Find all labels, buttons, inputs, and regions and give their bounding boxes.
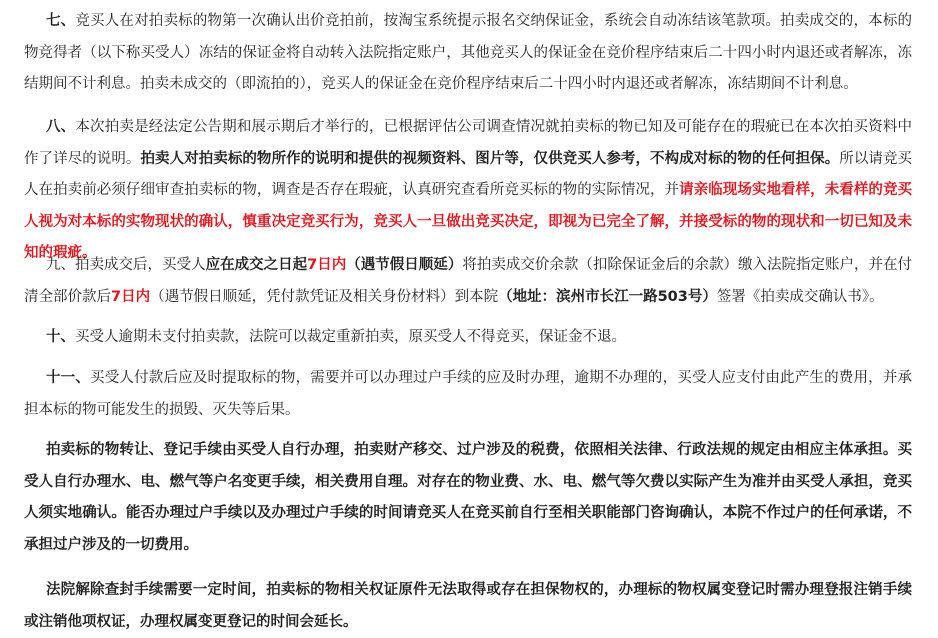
clause-9-text-1: 九、拍卖成交后，买受人 — [46, 257, 206, 273]
clause-9-red-deadline-1: 7日内 — [307, 257, 347, 273]
clause-8-red-warning: 请亲临现场实地看样，未看样的竞买人视为对本标的实物现状的确认，慎重决定竞买行为，竞买人一旦做出竞买决定，即视为已完全了解，并接受标的物的现状和一切已知及未知的瑕疵。 — [24, 182, 912, 261]
clause-8-text-2: 所以请竞买人在拍卖前必须仔细审查拍卖标的物，调查是否存在瑕疵，认真研究查看所竞买标的物的实际情况，并 — [24, 150, 912, 198]
clause-8-bold-text: 拍卖人对拍卖标的物所作的说明和提供的视频资料、图片等，仅供竞买人参考，不构成对标的物的任何担保。 — [140, 150, 840, 167]
clause-8-number: 八、 — [46, 119, 76, 135]
clause-9-bold-1: 应在成交之日起 — [205, 257, 308, 273]
clause-9-text-3: （遇节假日顺延，凭付款凭证及相关身份材料）到本院 — [150, 288, 499, 305]
clause-9 — [24, 250, 912, 313]
clause-9-red-deadline-2: 7日内 — [111, 288, 151, 305]
clause-9-text-4: 签署《拍卖成交确认书》。 — [716, 288, 884, 305]
clause-7-number: 七、 — [46, 13, 76, 29]
clause-10 — [24, 322, 912, 354]
clause-10-text: 买受人逾期未支付拍卖款，法院可以裁定重新拍卖，原买受人不得竞买，保证金不退。 — [75, 329, 626, 345]
clause-8-text-1: 本次拍卖是经法定公告期和展示期后才举行的，已根据评估公司调查情况就拍卖标的物已知及可能存在的瑕疵已在本次拍买资料中作了详尽的说明。 — [24, 119, 913, 167]
clause-10-number: 十、 — [46, 329, 75, 345]
clause-9-bold-2: （遇节假日顺延） — [346, 257, 463, 273]
clause-9-text-2: 将拍卖成交价余款（扣除保证金后的余款）缴入法院指定账户，并在付清全部价款后 — [24, 257, 913, 305]
transfer-terms-paragraph: 拍卖标的物转让、登记手续由买受人自行办理，拍卖财产移交、过户涉及的税费，依照相关法律、行政法规的规定由相应主体承担。买受人自行办理水、电、燃气等户名变更手续，相关费用自理。对存在的物业费、水、电、燃气等欠费以实际产生为准并由买受人承担，竞买人须实地确认。能否办理过户手续以及办理过户手续的时间请竞买人在竞买前自行至相关职能部门咨询确认，本院不作过户的任何承诺，不承担过户涉及的一切费用。 — [24, 442, 912, 553]
clause-11-number: 十一、 — [46, 370, 91, 386]
clause-9-address: （地址：滨州市长江一路503号） — [498, 288, 717, 305]
clause-11 — [24, 363, 912, 426]
seal-release-paragraph: 法院解除查封手续需要一定时间，拍卖标的物相关权证原件无法取得或存在担保物权的，办理标的物权属变登记时需办理登报注销手续或注销他项权证，办理权属变更登记的时间会延长。 — [24, 582, 912, 630]
clause-7 — [24, 6, 912, 101]
clause-8 — [24, 112, 912, 270]
clause-7-text: 竞买人在对拍卖标的物第一次确认出价竞拍前，按淘宝系统提示报名交纳保证金，系统会自动冻结该笔款项。拍卖成交的，本标的物竞得者（以下称买受人）冻结的保证金将自动转入法院指定账户，其他竞买人的保证金在竞价程序结束后二十四小时内退还或者解冻，冻结期间不计利息。拍卖未成交的（即流拍的），竞买人的保证金在竞价程序结束后二十四小时内退还或者解冻，冻结期间不计利息。 — [24, 13, 913, 92]
clause-11-text: 买受人付款后应及时提取标的物，需要并可以办理过户手续的应及时办理，逾期不办理的，买受人应支付由此产生的费用，并承担本标的物可能发生的损毁、灭失等后果。 — [24, 370, 912, 418]
